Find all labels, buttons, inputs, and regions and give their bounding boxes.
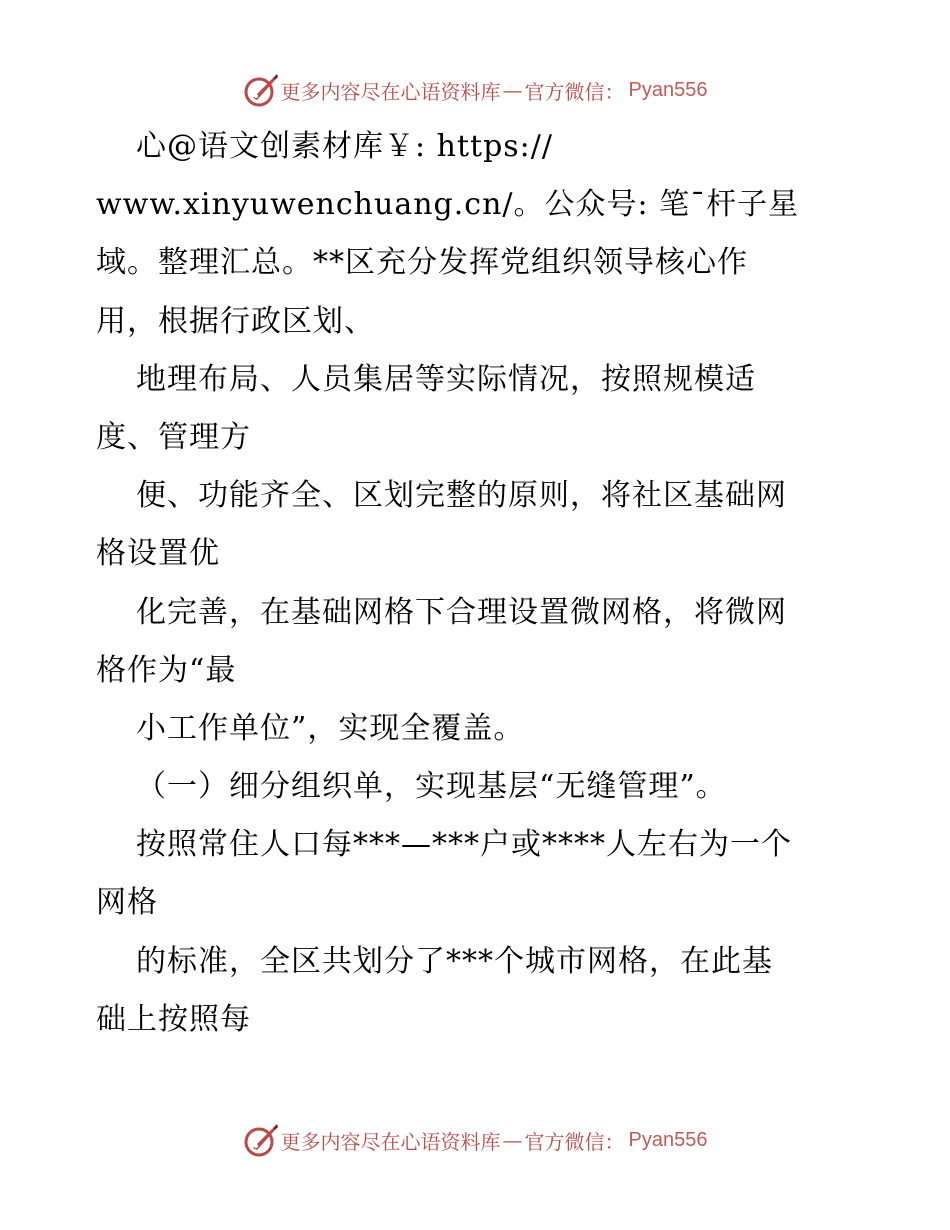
footer-banner-separator: —: [502, 1128, 523, 1152]
header-wechat-id: Pyan556: [628, 78, 708, 101]
footer-banner-text: 更多内容尽在心语资料库: [280, 1129, 501, 1154]
quill-logo-icon: [243, 1122, 279, 1158]
body-line: www.xinyuwenchuang.cn/。公众号: 笔¯杆子星: [96, 187, 800, 223]
body-line: 的标准，全区共划分了***个城市网格，在此基: [136, 943, 773, 979]
body-line: 度、管理方: [96, 419, 251, 455]
body-line: 化完善，在基础网格下合理设置微网格，将微网: [136, 594, 787, 630]
body-line: 域。整理汇总。**区充分发挥党组织领导核心作: [96, 245, 748, 281]
body-line: 地理布局、人员集居等实际情况，按照规模适: [136, 361, 756, 397]
header-banner-text: 更多内容尽在心语资料库: [280, 79, 501, 104]
body-line: （一）细分组织单，实现基层“无缝管理”。: [136, 769, 727, 805]
body-line: 格作为“最: [96, 652, 237, 688]
footer-wechat-id: Pyan556: [628, 1128, 708, 1151]
body-line: 格设置优: [96, 536, 220, 572]
header-banner-separator: —: [502, 78, 523, 102]
footer-banner: [0, 1120, 950, 1160]
body-line: 础上按照每: [96, 1001, 251, 1037]
footer-wechat-label: 官方微信：: [524, 1129, 625, 1154]
header-wechat-label: 官方微信：: [524, 79, 625, 104]
body-line: 小工作单位”，实现全覆盖。: [136, 710, 525, 746]
body-line: 网格: [96, 885, 158, 921]
body-line: 按照常住人口每***—***户或****人左右为一个: [136, 827, 792, 863]
body-line: 心@语文创素材库￥: https://: [136, 129, 553, 164]
document-body: [96, 118, 876, 1049]
body-line: 用，根据行政区划、: [96, 303, 375, 339]
body-line: 便、功能齐全、区划完整的原则，将社区基础网: [136, 478, 787, 514]
quill-logo-icon: [243, 72, 279, 108]
header-banner: [0, 70, 950, 110]
